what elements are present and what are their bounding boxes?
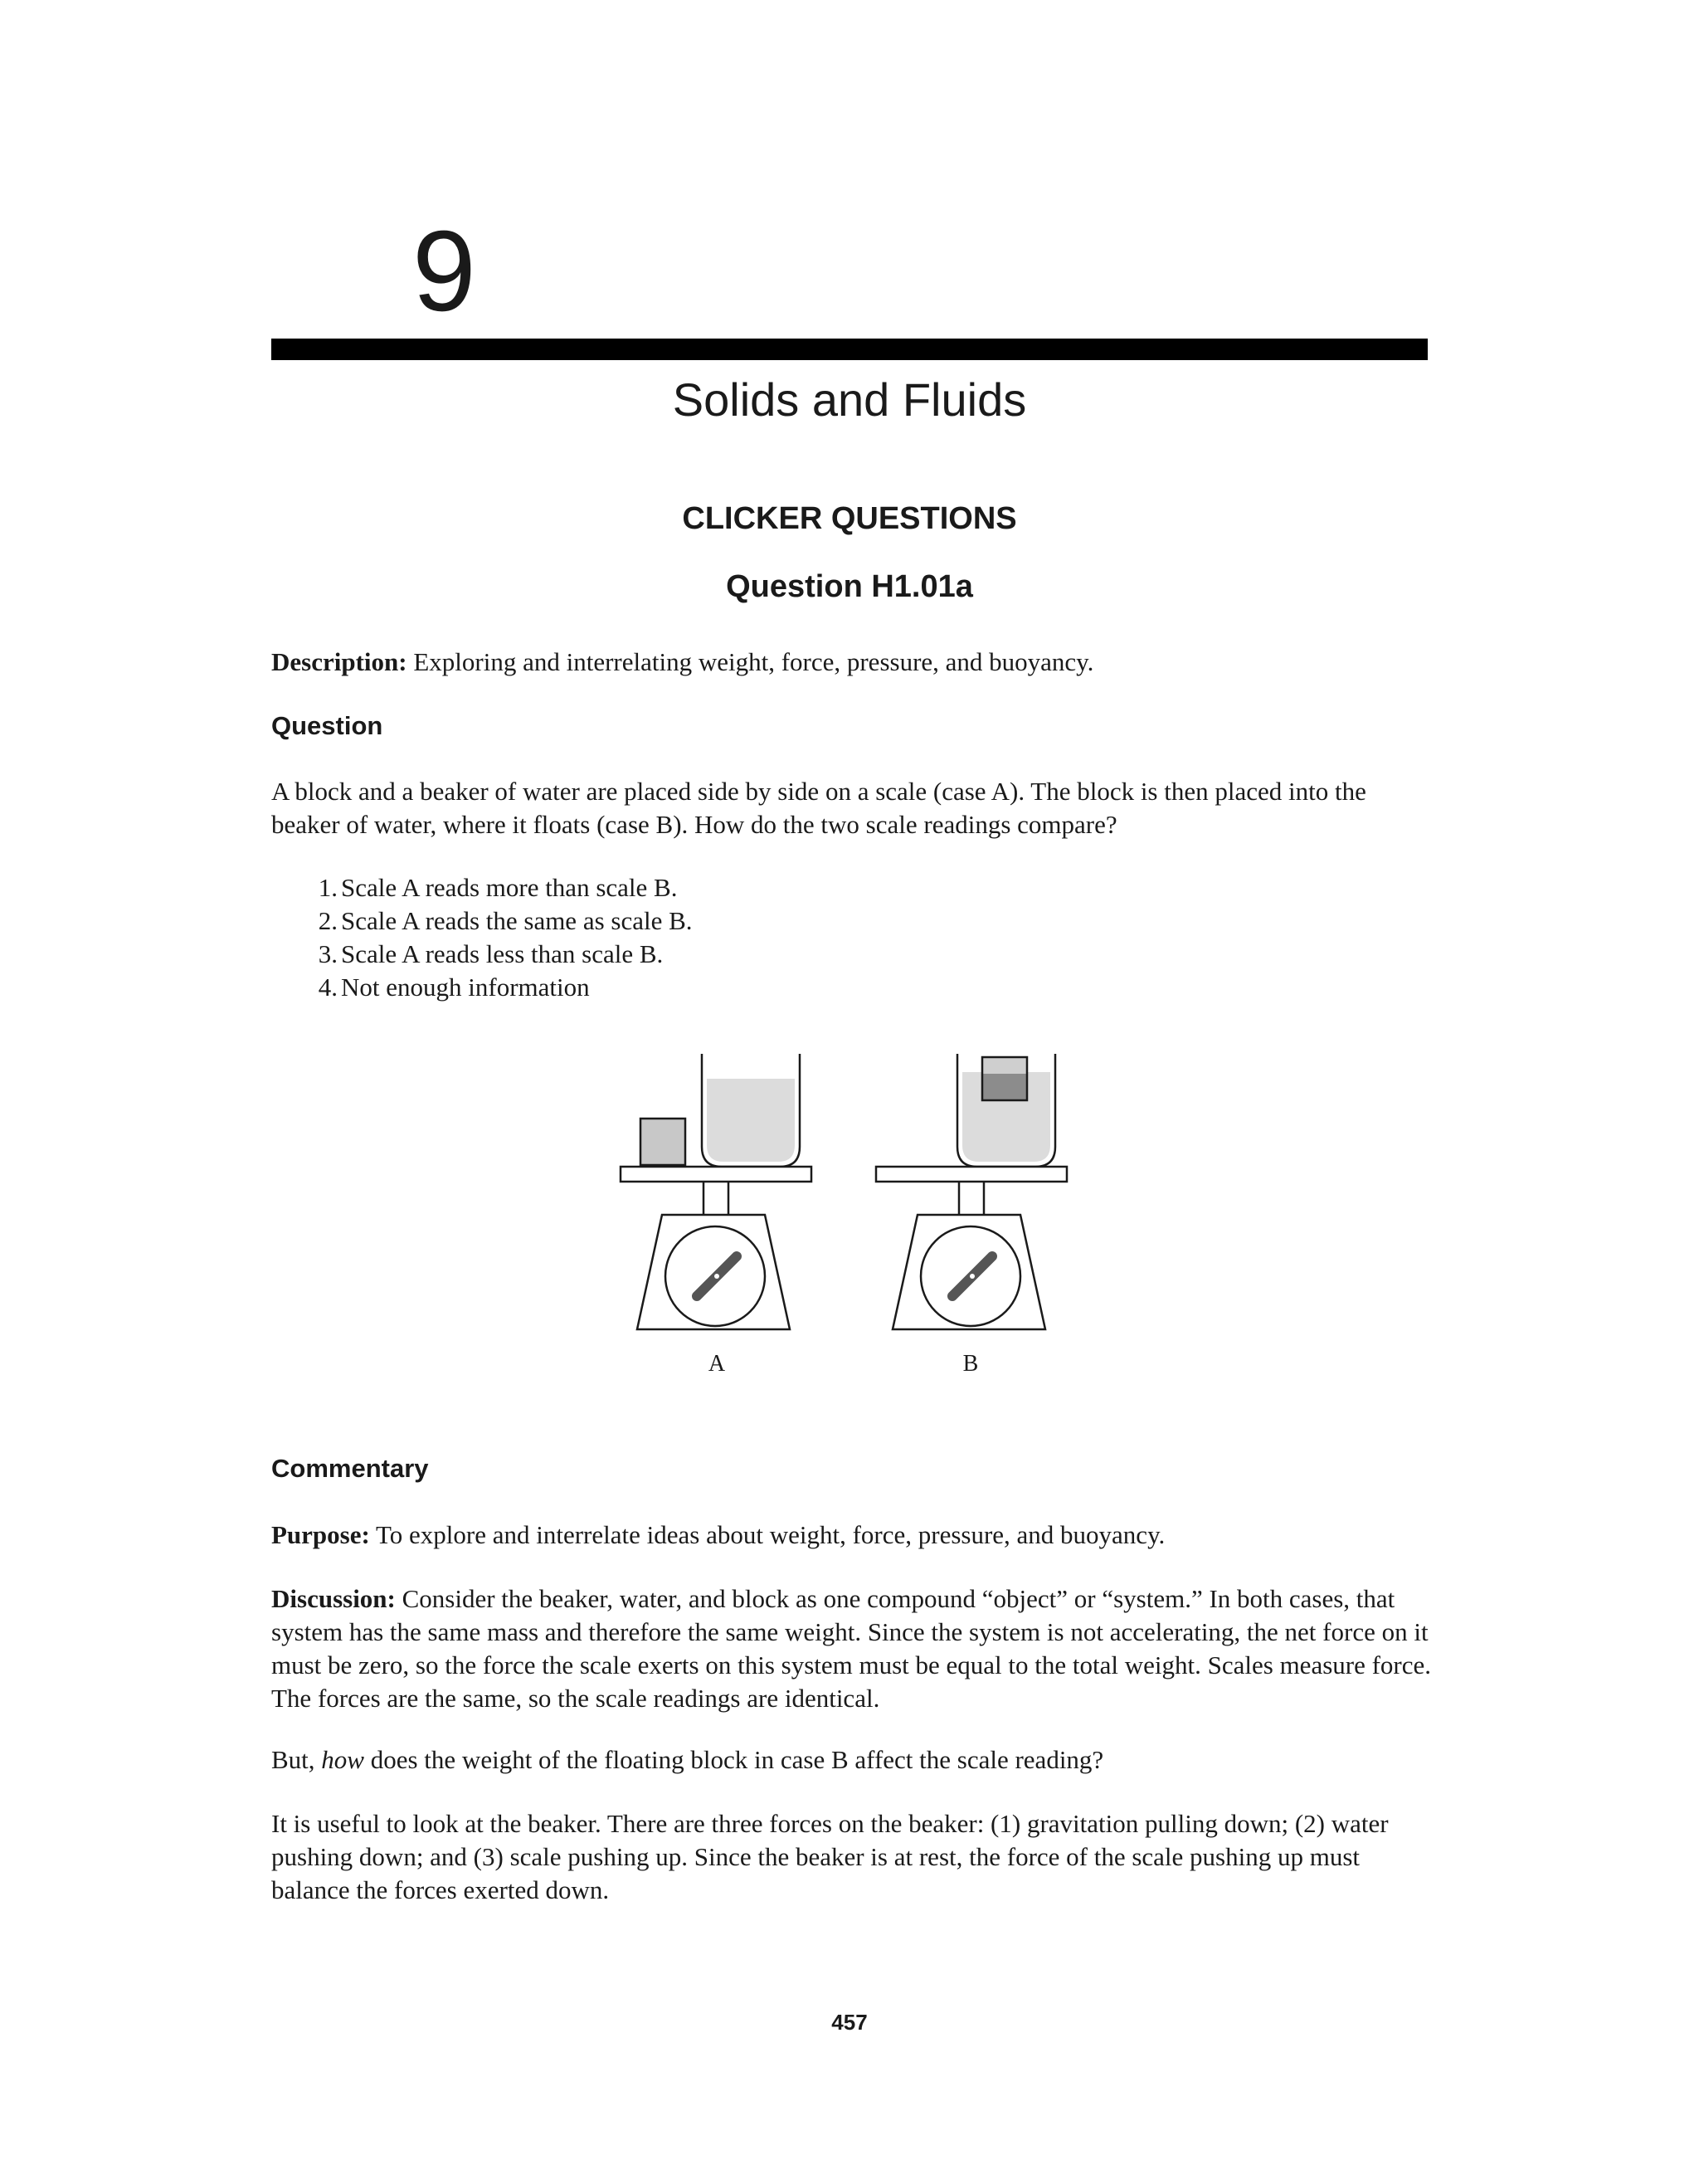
purpose-paragraph xyxy=(271,1519,1433,1552)
description-text: Exploring and interrelating weight, force, pressure, and buoyancy. xyxy=(406,647,1094,676)
scale-a-neck xyxy=(703,1203,728,1215)
discussion-label: Discussion: xyxy=(271,1584,396,1613)
option-text: Not enough information xyxy=(341,973,590,1002)
scale-b-platform xyxy=(876,1167,1067,1182)
beaker-a-water xyxy=(707,1079,795,1162)
block-b-above-water xyxy=(982,1057,1027,1074)
description-label: Description: xyxy=(271,647,407,676)
scale-b xyxy=(876,1054,1067,1329)
answer-options xyxy=(271,871,1433,1004)
option-number: 4. xyxy=(318,973,338,1002)
description-paragraph xyxy=(271,646,1433,679)
but-suffix: does the weight of the floating block in case B affect the scale reading? xyxy=(363,1745,1104,1774)
useful-paragraph: It is useful to look at the beaker. There are three forces on the beaker: (1) gravitation pulling down; (2) water pushing down; and (3) scale pushing up. Since the beaker is at rest, the force of the scale pushing up must balance the forces exerted down. xyxy=(271,1809,1389,1904)
purpose-text: To explore and interrelate ideas about weight, force, pressure, and buoyancy. xyxy=(369,1520,1166,1549)
answer-option xyxy=(271,971,1433,1004)
answer-option xyxy=(271,938,1433,971)
option-text: Scale A reads less than scale B. xyxy=(341,939,664,968)
block-b-submerged xyxy=(982,1074,1027,1100)
chapter-number: 9 xyxy=(412,207,476,335)
block-a xyxy=(640,1119,685,1165)
question-text: A block and a beaker of water are placed side by side on a scale (case A). The block is then placed into the beaker of water, where it floats (case B). How do the two scale readings compare? xyxy=(271,777,1366,839)
scale-a-needle-pivot xyxy=(714,1274,719,1279)
scale-a-platform xyxy=(621,1167,811,1182)
purpose-label: Purpose: xyxy=(271,1520,370,1549)
page-number: 457 xyxy=(831,2010,868,2035)
but-prefix: But, xyxy=(271,1745,322,1774)
answer-option xyxy=(271,904,1433,938)
question-id: Question H1.01a xyxy=(726,569,973,604)
chapter-rule xyxy=(271,339,1428,360)
discussion-text: Consider the beaker, water, and block as one compound “object” or “system.” In both cases, that system has the same mass and therefore the same weight. Since the system is not accelerating, the net force on it must be zero, so the force the scale exerts on this system must be equal to the total weight. Scales measure force. The forces are the same, so the scale readings are identical. xyxy=(271,1584,1432,1713)
option-text: Scale A reads more than scale B. xyxy=(341,873,678,902)
discussion-paragraph xyxy=(271,1582,1433,1715)
scale-b-neck xyxy=(959,1203,984,1215)
scale-a xyxy=(621,1054,811,1329)
scale-b-stem xyxy=(959,1182,984,1203)
chapter-title: Solids and Fluids xyxy=(672,373,1027,426)
option-number: 1. xyxy=(318,873,338,902)
answer-option xyxy=(271,871,1433,904)
question-heading: Question xyxy=(271,711,383,740)
commentary-heading: Commentary xyxy=(271,1454,429,1483)
option-text: Scale A reads the same as scale B. xyxy=(341,906,693,935)
scale-a-stem xyxy=(703,1182,728,1203)
label-a: A xyxy=(708,1351,726,1377)
but-emphasis: how xyxy=(321,1745,364,1774)
option-number: 2. xyxy=(318,906,338,935)
label-b: B xyxy=(962,1351,979,1377)
option-number: 3. xyxy=(318,939,338,968)
but-how-paragraph xyxy=(271,1743,1433,1777)
scale-b-needle-pivot xyxy=(970,1274,975,1279)
scales-figure xyxy=(614,1054,1078,1386)
section-heading: CLICKER QUESTIONS xyxy=(682,501,1017,536)
